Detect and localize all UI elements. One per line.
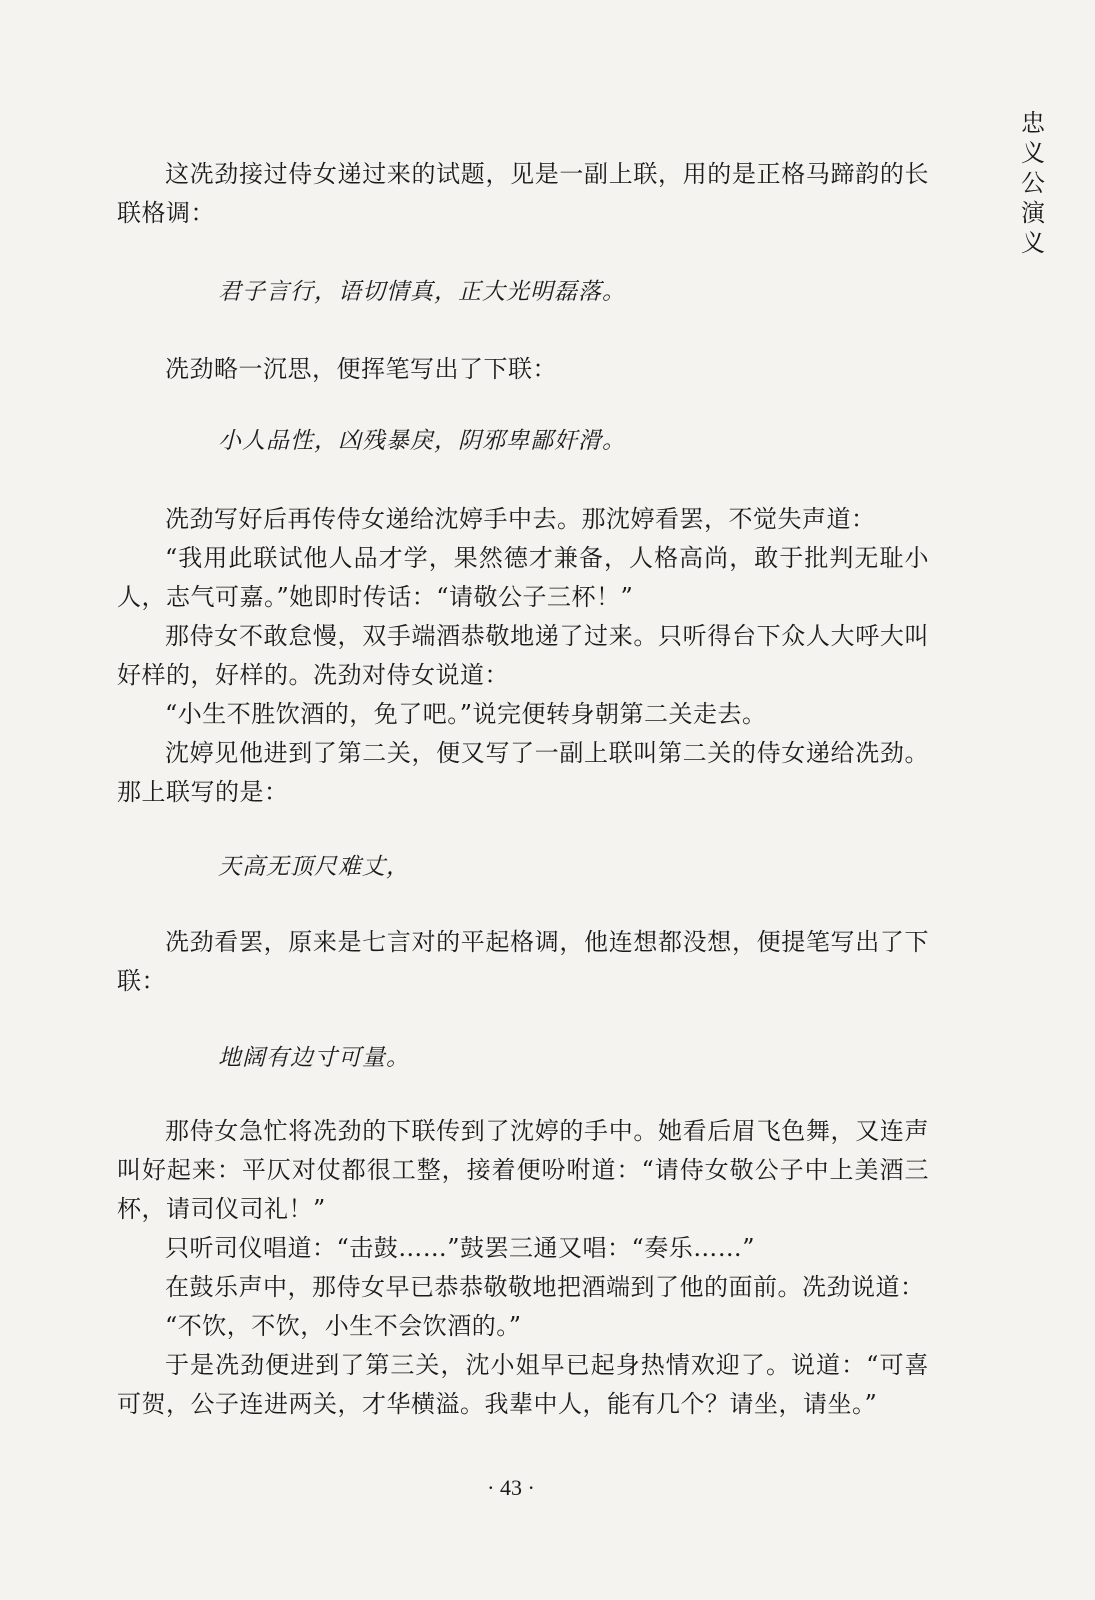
- running-title-char: 公: [1021, 169, 1045, 197]
- paragraph: “我用此联试他人品才学，果然德才兼备，人格高尚，敢于批判无耻小人，志气可嘉。”她即时传话：“请敬公子三杯！”: [117, 544, 929, 611]
- paragraph: “小生不胜饮酒的，免了吧。”说完便转身朝第二关走去。: [165, 700, 767, 728]
- paragraph: 于是冼劲便进到了第三关，沈小姐早已起身热情欢迎了。说道：“可喜可贺，公子连进两关，才华横溢。我辈中人，能有几个？请坐，请坐。”: [117, 1351, 929, 1418]
- couplet-line: 天高无顶尺难丈，: [218, 854, 410, 880]
- paragraph: 在鼓乐声中，那侍女早已恭恭敬敬地把酒端到了他的面前。冼劲说道：: [165, 1273, 925, 1301]
- running-title-char: 义: [1021, 139, 1045, 167]
- running-title-char: 演: [1021, 199, 1045, 227]
- couplet-line: 地阔有边寸可量。: [218, 1045, 410, 1071]
- page-number: · 43 ·: [487, 1475, 535, 1500]
- paragraph: 那侍女急忙将冼劲的下联传到了沈婷的手中。她看后眉飞色舞，又连声叫好起来：平仄对仗都很工整，接着便吩咐道：“请侍女敬公子中上美酒三杯，请司仪司礼！”: [117, 1117, 929, 1223]
- running-title-char: 忠: [1021, 109, 1045, 137]
- couplet-line: 君子言行，语切情真，正大光明磊落。: [218, 279, 626, 305]
- paragraph: 沈婷见他进到了第二关，便又写了一副上联叫第二关的侍女递给冼劲。那上联写的是：: [117, 739, 929, 806]
- couplet-line: 小人品性，凶残暴戾，阴邪卑鄙奸滑。: [218, 428, 626, 454]
- paragraph: 那侍女不敢怠慢，双手端酒恭敬地递了过来。只听得台下众人大呼大叫好样的，好样的。冼劲对侍女说道：: [117, 622, 929, 689]
- paragraph: 冼劲看罢，原来是七言对的平起格调，他连想都没想，便提笔写出了下联：: [117, 928, 929, 995]
- paragraph: 这冼劲接过侍女递过来的试题，见是一副上联，用的是正格马蹄韵的长联格调：: [117, 160, 929, 227]
- running-title-char: 义: [1021, 229, 1045, 257]
- paragraph: “不饮，不饮，小生不会饮酒的。”: [165, 1312, 522, 1340]
- running-title: [1018, 108, 1048, 258]
- paragraph: 只听司仪唱道：“击鼓……”鼓罢三通又唱：“奏乐……”: [165, 1234, 756, 1262]
- paragraph: 冼劲略一沉思，便挥笔写出了下联：: [165, 355, 557, 383]
- paragraph: 冼劲写好后再传侍女递给沈婷手中去。那沈婷看罢，不觉失声道：: [165, 505, 876, 533]
